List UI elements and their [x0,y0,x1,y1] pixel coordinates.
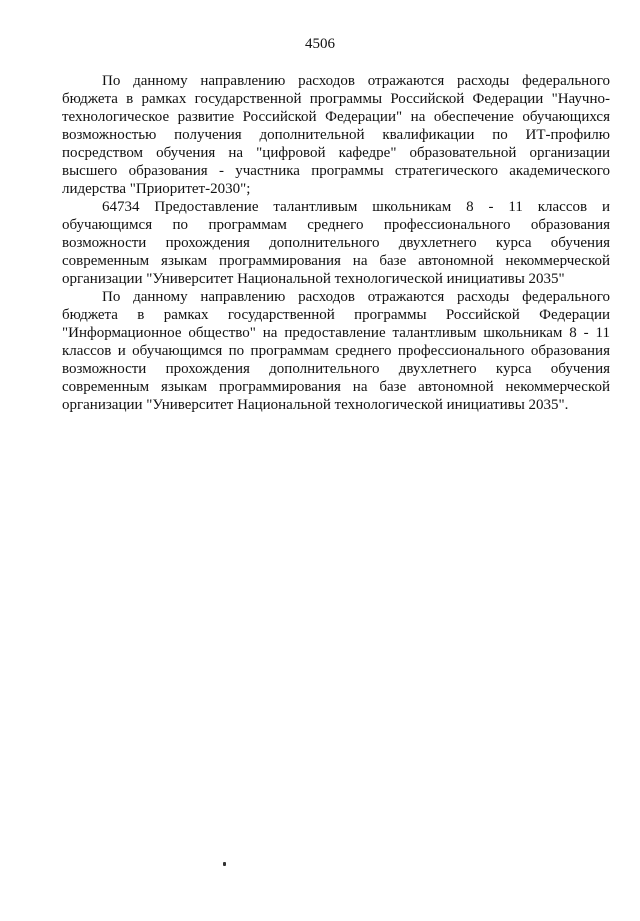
paragraph-code-64734: 64734 Предоставление талантливым школьникам 8 - 11 классов и обучающимся по программам среднего профессионального образования возможности прохождения дополнительного двухлетнего курса обучения современным языкам программирования на базе автономной некоммерческой организации "Университет Национальной технологической инициативы 2035" [62,199,610,287]
paragraph-federal-budget-digital-department: По данному направлению расходов отражаются расходы федерального бюджета в рамках государственной программы Российской Федерации "Научно-технологическое развитие Российской Федерации" на обеспечение обучающихся возможностью получения дополнительной квалификации по ИТ-профилю посредством обучения на "цифровой кафедре" образовательной организации высшего образования - участника программы стратегического академического лидерства "Приоритет-2030"; [62,73,610,197]
scan-speck [223,862,226,866]
document-body [62,72,610,414]
page-number: 4506 [305,36,335,52]
paragraph-federal-budget-information-society: По данному направлению расходов отражаются расходы федерального бюджета в рамках государственной программы Российской Федерации "Информационное общество" на предоставление талантливым школьникам 8 - 11 классов и обучающимся по программам среднего профессионального образования возможности прохождения дополнительного двухлетнего курса обучения современным языкам программирования на базе автономной некоммерческой организации "Университет Национальной технологической инициативы 2035". [62,289,610,413]
